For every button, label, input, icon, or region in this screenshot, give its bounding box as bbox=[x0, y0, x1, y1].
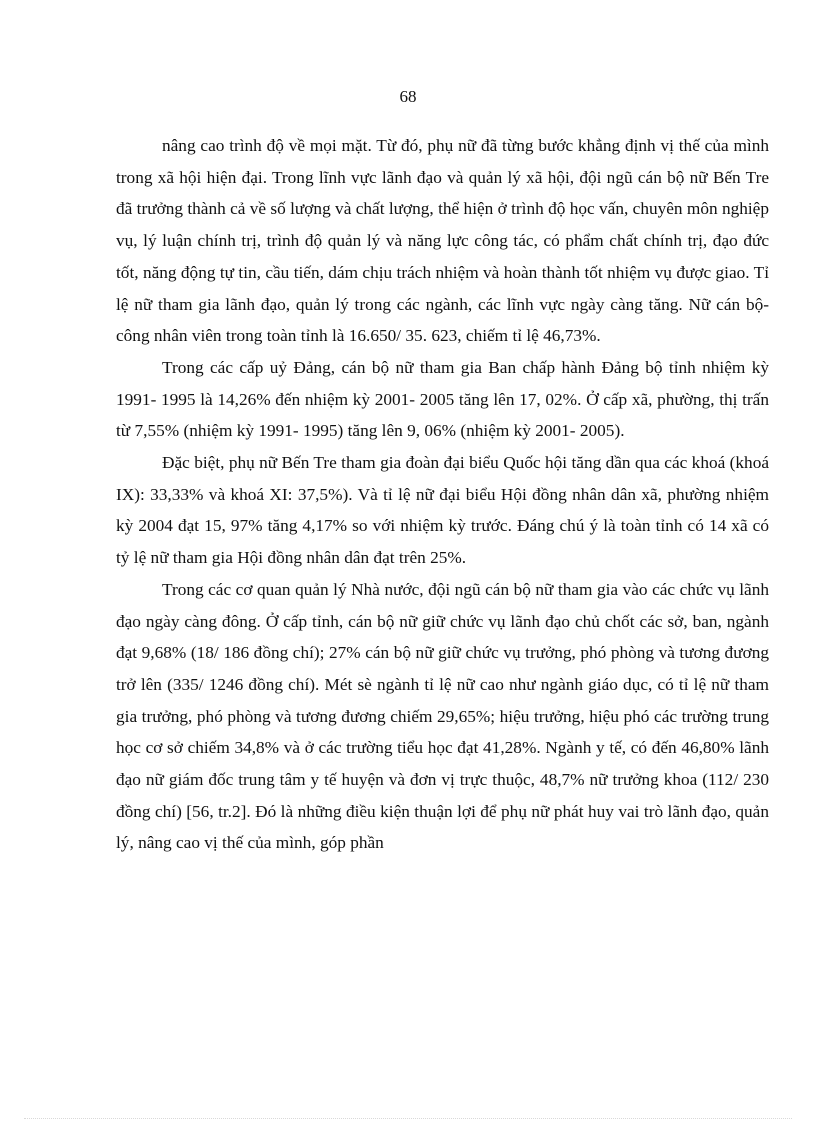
paragraph-4: Trong các cơ quan quản lý Nhà nước, đội ngũ cán bộ nữ tham gia vào các chức vụ lãnh đạo ngày càng đông. Ở cấp tỉnh, cán bộ nữ giữ chức vụ lãnh đạo chủ chốt các sở, ban, ngành đạt 9,68% (18/ 186 đồng chí); 27% cán bộ nữ giữ chức vụ trưởng, phó phòng và tương đương trở lên (335/ 1246 đồng chí). Mét sè ngành tỉ lệ nữ cao như ngành giáo dục, có tỉ lệ nữ tham gia trưởng, phó phòng và tương đương chiếm 29,65%; hiệu trưởng, hiệu phó các trường trung học cơ sở chiếm 34,8% và ở các trường tiểu học đạt 41,28%. Ngành y tế, có đến 46,80% lãnh đạo nữ giám đốc trung tâm y tế huyện và đơn vị trực thuộc, 48,7% nữ trưởng khoa (112/ 230 đồng chí) [56, tr.2]. Đó là những điều kiện thuận lợi để phụ nữ phát huy vai trò lãnh đạo, quản lý, nâng cao vị thế của mình, góp phần bbox=[116, 579, 769, 853]
paragraph-1: nâng cao trình độ về mọi mặt. Từ đó, phụ nữ đã từng bước khẳng định vị thế của mình trong xã hội hiện đại. Trong lĩnh vực lãnh đạo và quản lý xã hội, đội ngũ cán bộ nữ Bến Tre đã trưởng thành cả về số lượng và chất lượng, thể hiện ở trình độ học vấn, chuyên môn nghiệp vụ, lý luận chính trị, trình độ quản lý và năng lực công tác, có phẩm chất chính trị, đạo đức tốt, năng động tự tin, cầu tiến, dám chịu trách nhiệm và hoàn thành tốt nhiệm vụ được giao. Tỉ lệ nữ tham gia lãnh đạo, quản lý trong các ngành, các lĩnh vực ngày càng tăng. Nữ cán bộ- công nhân viên trong toàn tỉnh là 16.650/ 35. 623, chiếm tỉ lệ 46,73%. bbox=[116, 136, 769, 346]
body-text bbox=[116, 130, 769, 859]
footer-dotted-rule bbox=[24, 1118, 792, 1119]
paragraph-3: Đặc biệt, phụ nữ Bến Tre tham gia đoàn đại biểu Quốc hội tăng dần qua các khoá (khoá IX): 33,33% và khoá XI: 37,5%). Và tỉ lệ nữ đại biểu Hội đồng nhân dân xã, phường nhiệm kỳ 2004 đạt 15, 97% tăng 4,17% so với nhiệm kỳ trước. Đáng chú ý là toàn tỉnh có 14 xã có tỷ lệ nữ tham gia Hội đồng nhân dân đạt trên 25%. bbox=[116, 453, 769, 568]
page-number: 68 bbox=[399, 87, 417, 106]
paragraph-2: Trong các cấp uỷ Đảng, cán bộ nữ tham gia Ban chấp hành Đảng bộ tỉnh nhiệm kỳ 1991- 1995 là 14,26% đến nhiệm kỳ 2001- 2005 tăng lên 17, 02%. Ở cấp xã, phường, thị trấn từ 7,55% (nhiệm kỳ 1991- 1995) tăng lên 9, 06% (nhiệm kỳ 2001- 2005). bbox=[116, 357, 769, 441]
